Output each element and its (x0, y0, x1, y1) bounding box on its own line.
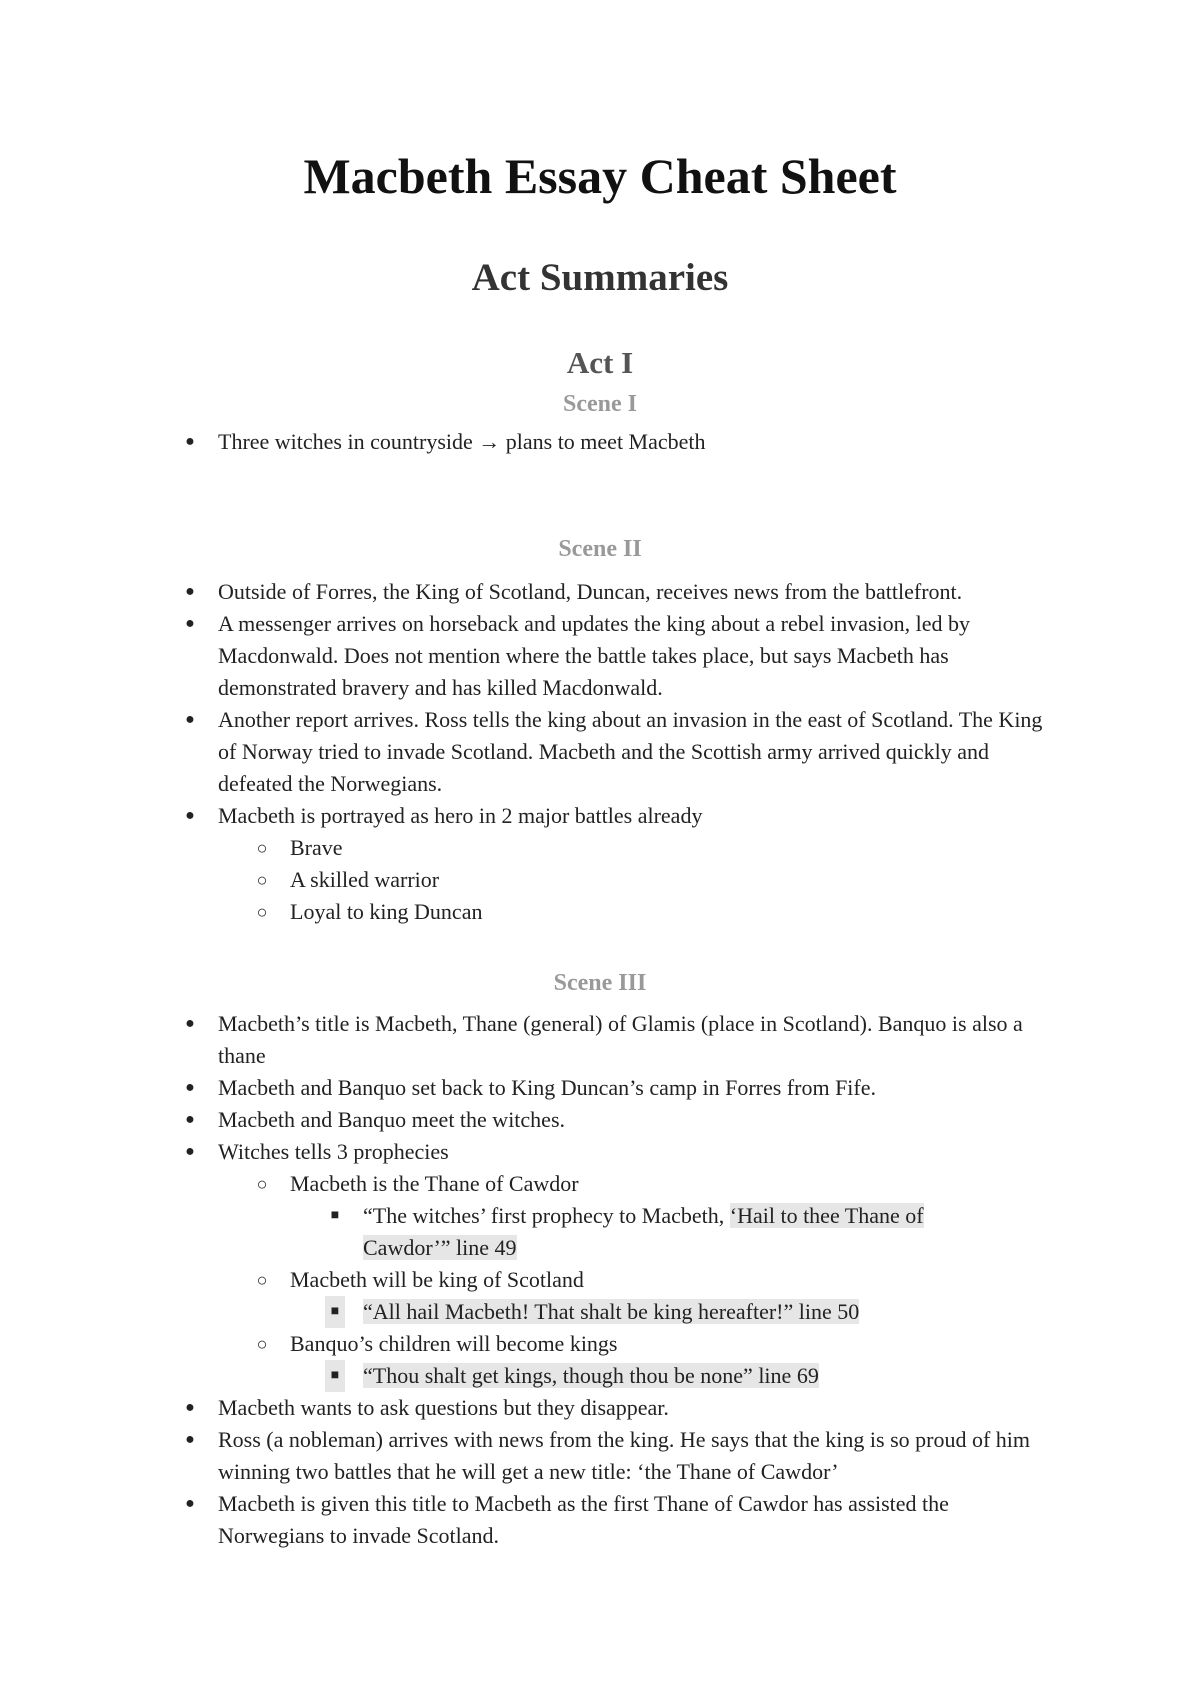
square-bullet-icon: ■ (325, 1360, 345, 1392)
act-heading: Act I (566, 345, 634, 380)
square-bullet-icon: ■ (330, 1208, 340, 1223)
bullet-icon: ● (185, 1015, 195, 1032)
quote-item: ■ “The witches’ first prophecy to Macbeth, ‘Hail to thee Thane of Cawdor’” line 49 (0, 1200, 1003, 1264)
list-item: ● Three witches in countryside → plans to meet Macbeth (0, 426, 1048, 458)
bullet-icon: ● (185, 1431, 195, 1448)
bullet-icon: ● (185, 711, 195, 728)
list-item: ● Macbeth wants to ask questions but they disappear. (0, 1392, 1048, 1424)
bullet-icon: ● (185, 1495, 195, 1512)
bullet-icon: ● (185, 433, 195, 450)
bullet-icon: ● (185, 1399, 195, 1416)
bullet-icon: ● (185, 1111, 195, 1128)
sub-list-item: ○ Brave (0, 832, 1050, 864)
list-item: ● Macbeth and Banquo set back to King Duncan’s camp in Forres from Fife. (0, 1072, 1048, 1104)
scene-1-heading: Scene I (563, 391, 637, 417)
list-item: ● Macbeth is portrayed as hero in 2 major battles already (0, 800, 1048, 832)
bullet-icon: ● (185, 807, 195, 824)
scene-2-list (0, 576, 1200, 928)
bullet-icon: ● (185, 1143, 195, 1160)
list-item: ● Witches tells 3 prophecies (0, 1136, 1048, 1168)
scene-3-heading: Scene III (553, 970, 647, 996)
highlighted-quote: ‘Hail to thee Thane of Cawdor’” line 49 (363, 1203, 924, 1260)
bullet-icon: ● (185, 615, 195, 632)
bullet-icon: ● (185, 1079, 195, 1096)
hollow-bullet-icon: ○ (256, 870, 268, 890)
sub-list-item: ○ Loyal to king Duncan (0, 896, 1050, 928)
quote-item (0, 1296, 1003, 1328)
hollow-bullet-icon: ○ (256, 838, 268, 858)
scene-2-heading: Scene II (558, 536, 642, 562)
hollow-bullet-icon: ○ (256, 1270, 268, 1290)
hollow-bullet-icon: ○ (256, 1334, 268, 1354)
list-item: ● Another report arrives. Ross tells the king about an invasion in the east of Scotland. The King of Norway tried to invade Scotland. Macbeth and the Scottish army arrived quickly and defeated the Norwegians. (0, 704, 1048, 800)
sub-list-item: ○ A skilled warrior (0, 864, 1050, 896)
list-item: ● A messenger arrives on horseback and updates the king about a rebel invasion, led by Macdonwald. Does not mention where the battle takes place, but says Macbeth has demonstrated bravery and has killed Macdonwald. (0, 608, 1048, 704)
list-item: ● Outside of Forres, the King of Scotland, Duncan, receives news from the battlefront. (0, 576, 1048, 608)
bullet-icon: ● (185, 583, 195, 600)
list-item: ● Macbeth’s title is Macbeth, Thane (general) of Glamis (place in Scotland). Banquo is also a thane (0, 1008, 1048, 1072)
quote-item (0, 1360, 1003, 1392)
list-item: ● Ross (a nobleman) arrives with news from the king. He says that the king is so proud of him winning two battles that he will get a new title: ‘the Thane of Cawdor’ (0, 1424, 1048, 1488)
hollow-bullet-icon: ○ (256, 1174, 268, 1194)
section-heading: Act Summaries (471, 256, 729, 299)
scene-1-list (0, 426, 1200, 458)
highlighted-quote: “All hail Macbeth! That shalt be king hereafter!” line 50 (363, 1299, 860, 1324)
highlighted-quote: “Thou shalt get kings, though thou be none” line 69 (363, 1363, 819, 1388)
list-item: ● Macbeth is given this title to Macbeth as the first Thane of Cawdor has assisted the Norwegians to invade Scotland. (0, 1488, 1048, 1552)
hollow-bullet-icon: ○ (256, 902, 268, 922)
list-item: ● Macbeth and Banquo meet the witches. (0, 1104, 1048, 1136)
document-title: Macbeth Essay Cheat Sheet (303, 148, 897, 204)
sub-list-item: ○ Macbeth will be king of Scotland (0, 1264, 1050, 1296)
sub-list-item: ○ Banquo’s children will become kings (0, 1328, 1050, 1360)
scene-3-list (0, 1008, 1200, 1552)
square-bullet-icon: ■ (325, 1296, 345, 1328)
sub-list-item: ○ Macbeth is the Thane of Cawdor (0, 1168, 1050, 1200)
